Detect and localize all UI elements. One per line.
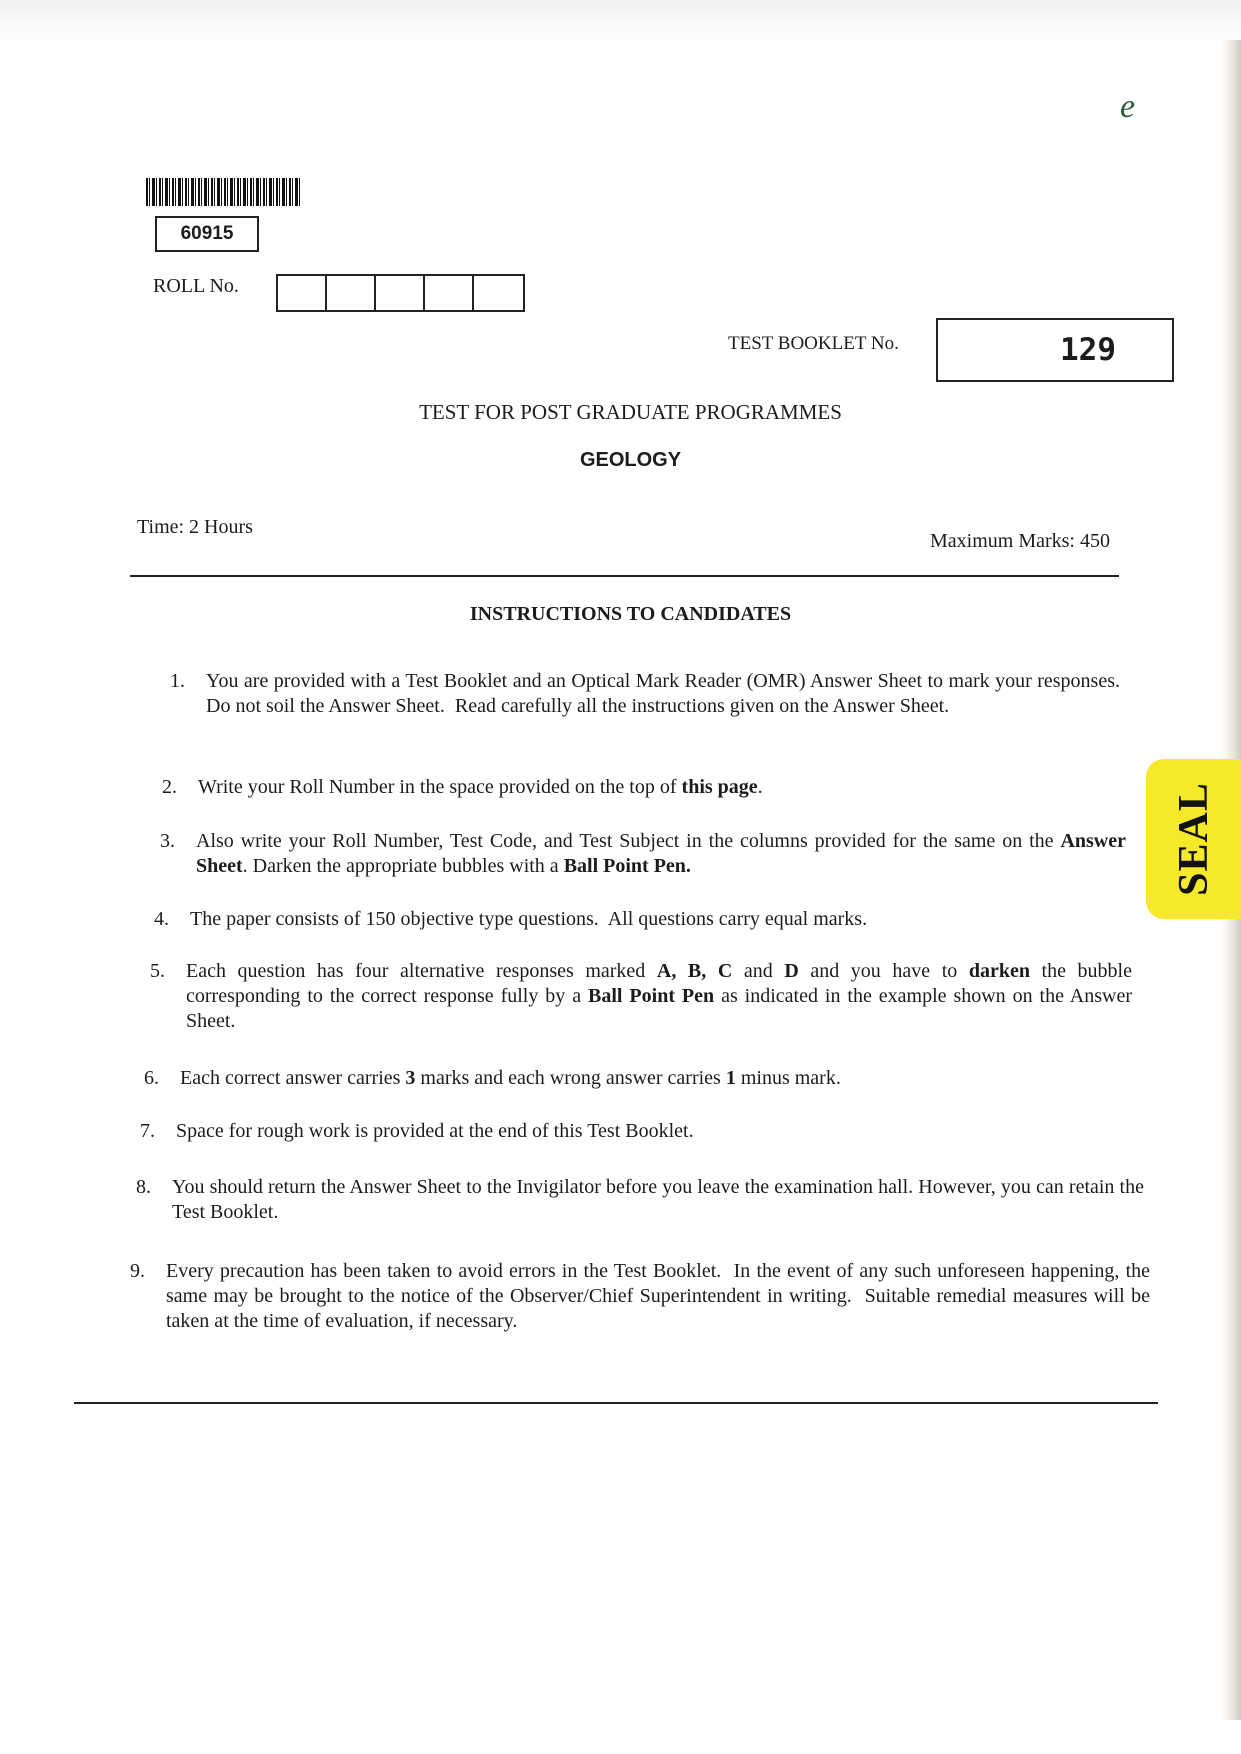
instruction-text: Each correct answer carries 3 marks and each wrong answer carries 1 minus mark. — [180, 1067, 841, 1089]
instruction-text: You should return the Answer Sheet to the Invigilator before you leave the examination hall. However, you can retain the Test Booklet. — [172, 1176, 1144, 1223]
instruction-text: Write your Roll Number in the space provided on the top of this page. — [198, 776, 763, 798]
roll-number-boxes[interactable] — [276, 274, 525, 312]
instruction-item — [154, 907, 1126, 932]
instruction-item — [144, 1066, 1134, 1091]
test-booklet-label: TEST BOOKLET No. — [728, 333, 899, 354]
instruction-text: The paper consists of 150 objective type questions. All questions carry equal marks. — [190, 908, 868, 930]
test-booklet-number: 129 — [936, 318, 1174, 382]
instruction-item — [162, 775, 1125, 800]
instruction-number: 5. — [150, 960, 165, 982]
roll-number-digit-box[interactable] — [278, 276, 327, 310]
instruction-number: 4. — [154, 908, 169, 930]
instruction-number: 2. — [162, 776, 177, 798]
paper-code-box: 60915 — [155, 216, 259, 252]
instruction-number: 7. — [140, 1120, 155, 1142]
barcode — [146, 178, 302, 206]
roll-number-digit-box[interactable] — [327, 276, 376, 310]
divider-bottom — [74, 1402, 1158, 1404]
page-top-shadow — [0, 0, 1241, 46]
roll-number-digit-box[interactable] — [425, 276, 474, 310]
time-allowed: Time: 2 Hours — [137, 516, 253, 538]
instruction-item — [140, 1119, 1135, 1144]
instruction-item — [170, 669, 1125, 719]
instruction-text: Each question has four alternative responses marked A, B, C and D and you have to darken the bubble corresponding to the correct response fully by a Ball Point Pen as indicated in the example shown on the Answer Sheet. — [186, 960, 1133, 1032]
seal-label: SEAL — [1170, 782, 1217, 896]
corner-handwritten-mark: е — [1120, 88, 1136, 125]
maximum-marks: Maximum Marks: 450 — [930, 530, 1110, 552]
instruction-text: Also write your Roll Number, Test Code, and Test Subject in the columns provided for the same on the Answer Sheet. Darken the appropriate bubbles with a Ball Point Pen. — [196, 830, 1126, 877]
roll-number-digit-box[interactable] — [376, 276, 425, 310]
instruction-item — [160, 829, 1126, 879]
roll-number-digit-box[interactable] — [474, 276, 523, 310]
instruction-text: Every precaution has been taken to avoid errors in the Test Booklet. In the event of any such unforeseen happening, the same may be brought to the notice of the Observer/Chief Superintendent in writing. Suitable remedial measures will be taken at the time of evaluation, if necessary. — [166, 1260, 1150, 1332]
instruction-item — [150, 959, 1132, 1034]
instruction-number: 8. — [136, 1176, 151, 1198]
test-title: TEST FOR POST GRADUATE PROGRAMMES — [419, 400, 842, 424]
instruction-text: You are provided with a Test Booklet and an Optical Mark Reader (OMR) Answer Sheet to mark your responses. Do not soil the Answer Sheet. Read carefully all the instructions given on the Answer Sheet. — [206, 670, 1125, 717]
instruction-text: Space for rough work is provided at the end of this Test Booklet. — [176, 1120, 694, 1142]
seal-tab[interactable] — [1146, 759, 1241, 919]
instruction-item — [136, 1175, 1144, 1225]
divider-top — [130, 575, 1119, 577]
instruction-number: 1. — [170, 670, 185, 692]
instruction-number: 9. — [130, 1260, 145, 1282]
instruction-number: 3. — [160, 830, 175, 852]
instruction-number: 6. — [144, 1067, 159, 1089]
instructions-heading: INSTRUCTIONS TO CANDIDATES — [469, 603, 792, 625]
subject-title: GEOLOGY — [579, 449, 682, 471]
roll-number-label: ROLL No. — [153, 275, 239, 297]
instruction-item — [130, 1259, 1150, 1334]
